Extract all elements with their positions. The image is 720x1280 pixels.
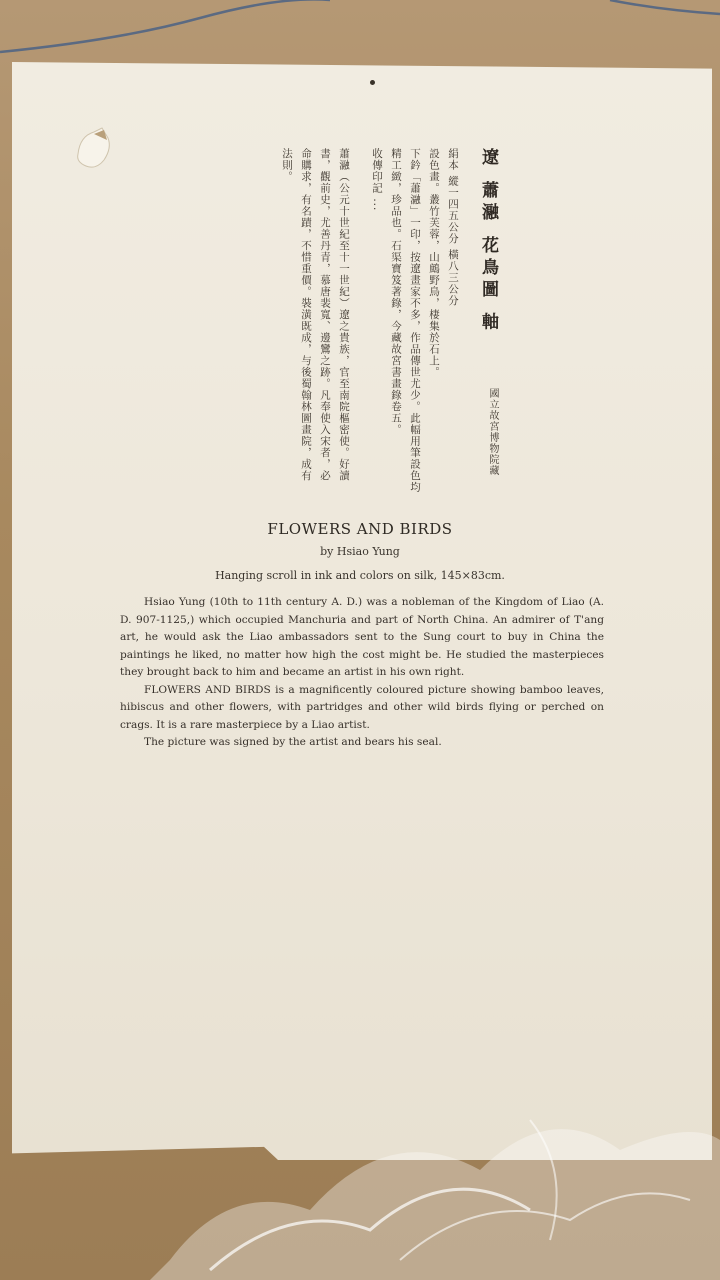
chinese-column: 命購求，有名蹟，不惜重價。裝潢既成，与後蜀翰林圖畫院，成有 [300, 148, 312, 482]
english-body [120, 594, 604, 752]
torn-corner-icon [74, 126, 116, 172]
chinese-text-block [277, 148, 500, 508]
english-byline: by Hsiao Yung [320, 545, 400, 558]
english-title: FLOWERS AND BIRDS [267, 520, 453, 538]
english-medium: Hanging scroll in ink and colors on silk, 145×83cm. [215, 569, 505, 582]
chinese-column: 精工緻，珍品也。石渠寶笈著錄，今藏故宮書畫錄卷五。 [390, 148, 402, 436]
chinese-column: 設色畫。叢竹芙蓉，山鷓野鳥，棲集於石上。 [428, 148, 440, 378]
chinese-column: 書，觀前史，尤善丹青，慕唐裴寬、邊鸞之跡。凡奉使入宋者，必 [319, 148, 331, 482]
chinese-title: 遼 蕭瀜 花鳥圖 軸 [478, 148, 498, 335]
english-paragraph: Hsiao Yung (10th to 11th century A. D.) was a nobleman of the Kingdom of Liao (A. D. 907-1125,) which occupied Manchuria and part of North China. An admirer of T'ang art, he would ask the Liao ambassadors sent to the Sung court to buy in China the paintings he liked, no matter how high the cost might be. He studied the masterpieces they brought back to him and became an artist in his own right. [120, 596, 604, 678]
cable-decoration [0, 0, 720, 60]
paper-mark [370, 80, 375, 85]
english-paragraph: FLOWERS AND BIRDS is a magnificently coloured picture showing bamboo leaves, hibiscus and other flowers, with partridges and other wild birds flying or perched on crags. It is a rare masterpiece by a Liao artist. [120, 683, 604, 731]
english-paragraph: The picture was signed by the artist and bears his seal. [144, 736, 442, 748]
chinese-column: 絹本 縱一四五公分 橫八三公分 [447, 148, 459, 307]
chinese-column: 下鈐「蕭瀜」一印，按遼畫家不多，作品傳世尤少。此幅用筆設色均 [409, 148, 421, 493]
chinese-column: 法則。 [281, 148, 293, 183]
chinese-column: 蕭瀜（公元十世紀至十一世紀）遼之貴族，官至南院樞密使。好讀 [338, 148, 350, 482]
museum-credit: 國立故宮博物院藏 [487, 388, 498, 476]
plastic-wrap-decoration [150, 1060, 720, 1280]
chinese-column: 收傳印記 ... [371, 148, 383, 212]
